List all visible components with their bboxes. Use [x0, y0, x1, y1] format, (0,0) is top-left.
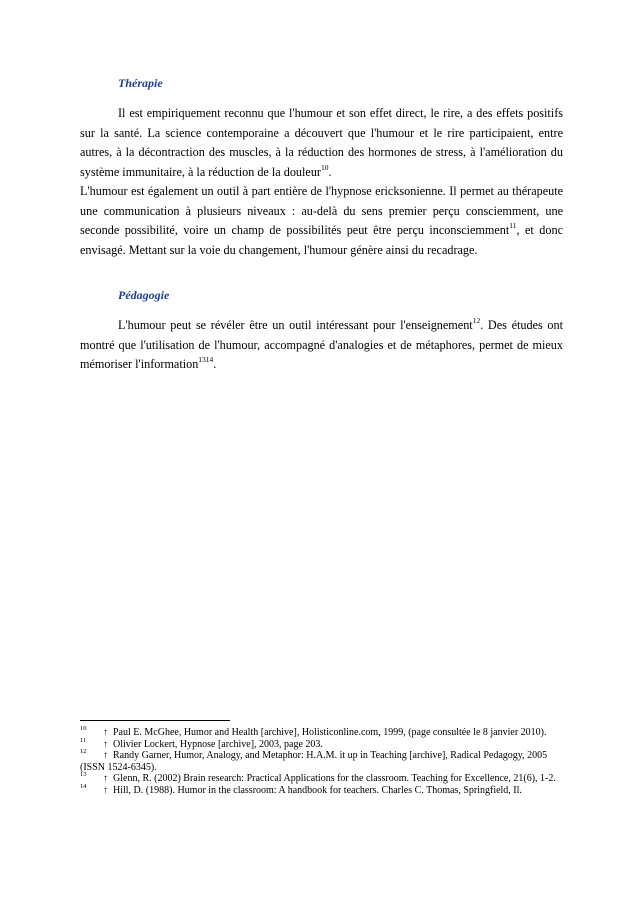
paragraph-text: Il est empiriquement reconnu que l'humour et son effet direct, le rire, a des effets positifs sur la santé. La science contemporaine a découvert que l'humour et le rire participaient, entre autres, à la décontraction des muscles, à la réduction des hormones de stress, à l'amélioration du système immunitaire, à la réduction de la douleur [80, 106, 563, 179]
footnote-text: Hill, D. (1988). Humor in the classroom: A handbook for teachers. Charles C. Thomas, Springfield, Il. [113, 784, 522, 796]
footnote-ref-11[interactable]: 11 [509, 221, 517, 230]
footnote-number: 11 [80, 736, 87, 744]
back-arrow-icon[interactable]: ↑ [103, 727, 108, 738]
paragraph-text: L'humour est également un outil à part entière de l'hypnose ericksonienne. Il permet au thérapeute une communication à plusieurs niveaux : au-delà du sens premier perçu consciemment, une seconde possibilité, voire un champ de possibilités peut être perçu inconsciemment [80, 184, 563, 237]
paragraph-therapie-1 [80, 104, 563, 182]
footnote-number: 13 [80, 771, 87, 779]
back-arrow-icon[interactable]: ↑ [103, 784, 108, 796]
footnote-number: 14 [80, 782, 87, 790]
paragraph-text: . [213, 357, 217, 371]
section-heading-therapie: Thérapie [118, 76, 163, 90]
footnote-text: Randy Garner, Humor, Analogy, and Metaphor: H.A.M. it up in Teaching [archive], Radical Pedagogy, 2005 (ISSN 1524-6345). [80, 750, 548, 773]
paragraph-text: . Des études ont montré que l'utilisation de l'humour, accompagné d'analogies et de métaphores, permet de mieux mémoriser l'information [80, 318, 564, 371]
footnote-text: Paul E. McGhee, Humor and Health [archive], Holisticonline.com, 1999, (page consultée le 8 janvier 2010). [113, 727, 547, 738]
paragraph-pedagogie-1 [80, 316, 563, 375]
paragraph-text: L'humour peut se révéler être un outil intéressant pour l'enseignement [118, 318, 473, 332]
footnote-11 [80, 736, 563, 751]
footnote-ref-12[interactable]: 12 [472, 316, 481, 325]
back-arrow-icon[interactable]: ↑ [103, 773, 108, 785]
footnote-ref-10[interactable]: 10 [320, 162, 329, 172]
footnote-12 [80, 750, 563, 773]
footnote-10 [80, 727, 563, 739]
footnote-separator [80, 720, 230, 721]
footnote-13 [80, 773, 563, 785]
footnotes [80, 727, 563, 797]
paragraph-text: , et donc envisagé. Mettant sur la voie du changement, l'humour génère ainsi du recadrage. [80, 223, 563, 257]
back-arrow-icon[interactable]: ↑ [103, 750, 108, 762]
back-arrow-icon[interactable]: ↑ [103, 738, 108, 750]
footnote-14 [80, 782, 563, 797]
footnote-text: Glenn, R. (2002) Brain research: Practical Applications for the classroom. Teaching for Excellence, 21(6), 1-2. [113, 773, 556, 785]
paragraph-therapie-2 [80, 182, 563, 260]
paragraph-text: . [328, 164, 332, 179]
footnote-number: 12 [80, 748, 87, 756]
footnote-number: 10 [80, 725, 87, 732]
section-heading-pedagogie: Pédagogie [118, 288, 170, 302]
footnote-ref-13-14[interactable]: 1314 [198, 355, 214, 364]
footnote-text: Olivier Lockert, Hypnose [archive], 2003, page 203. [113, 738, 323, 750]
